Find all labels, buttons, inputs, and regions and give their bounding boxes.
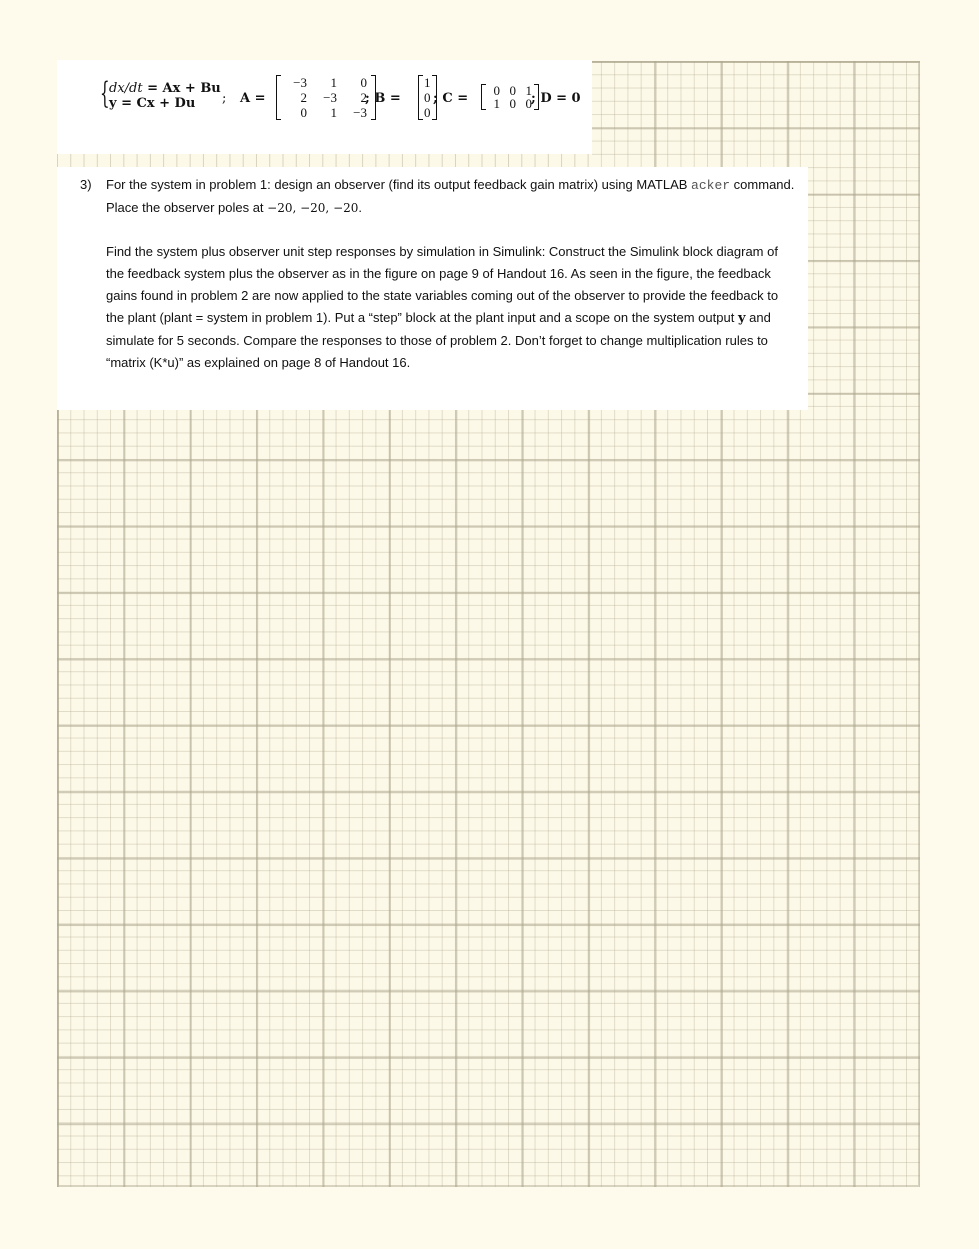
state-equation: dx/dt = Ax + Bu xyxy=(109,81,221,96)
matrix-cell: 0 xyxy=(424,105,431,120)
matrix-c-table xyxy=(486,84,534,110)
output-equation: y = Cx + Du xyxy=(109,96,196,111)
left-brace-icon: { xyxy=(100,76,110,111)
matrix-a xyxy=(276,75,376,120)
matrix-cell: 2 xyxy=(360,90,367,105)
observer-poles: −20, −20, −20 xyxy=(267,201,359,215)
separator: ; xyxy=(222,91,227,106)
matrix-cell: 1 xyxy=(525,83,532,98)
code-acker: acker xyxy=(691,178,731,193)
matrix-cell: −3 xyxy=(323,90,337,105)
matrix-cell: 0 xyxy=(525,96,532,111)
matrix-cell: 0 xyxy=(493,83,500,98)
matrix-cell: 1 xyxy=(330,105,337,120)
matrix-cell: 0 xyxy=(509,83,516,98)
matrix-cell: 0 xyxy=(360,75,367,90)
matrix-cell: 0 xyxy=(424,90,431,105)
matrix-cell: 2 xyxy=(300,90,307,105)
state-space-system xyxy=(100,76,221,111)
output-y-symbol: y xyxy=(737,311,746,326)
matrix-cell: 0 xyxy=(300,105,307,120)
problem-paragraph-1: For the system in problem 1: design an observer (find its output feedback gain matrix) using MATLAB acker command. Place the observer poles at −20, −20, −20. xyxy=(106,177,795,215)
matrix-a-table xyxy=(281,75,371,120)
problem-3 xyxy=(80,174,795,374)
matrix-cell: 1 xyxy=(424,75,431,90)
matrix-cell: 1 xyxy=(493,96,500,111)
grid-strip xyxy=(57,154,592,167)
matrix-b-table xyxy=(423,75,432,120)
problem-paragraph-2: Find the system plus observer unit step responses by simulation in Simulink: Construct the Simulink block diagram of the feedback system plus the observer as in the figure on page 9 of Handout 16. As seen in the figure, the feedback gains found in problem 2 are now applied to the state variables coming out of the observer to provide the feedback to the plant (plant = system in problem 1). Put a “step” block at the plant input and a scope on the system output y and simulate for 5 seconds. Compare the responses to those of problem 2. Don’t forget to change multiplication rules to “matrix (K*u)” as explained on page 8 of Handout 16. xyxy=(106,244,779,370)
matrix-cell: 1 xyxy=(330,75,337,90)
matrix-c-label: ; C = xyxy=(433,91,469,106)
matrix-b-label: ; B = xyxy=(365,91,401,106)
problem-number: 3) xyxy=(80,177,92,192)
matrix-a-label: A = xyxy=(240,91,266,106)
matrix-cell: −3 xyxy=(293,75,307,90)
matrix-cell: −3 xyxy=(353,105,367,120)
matrix-d-definition: ; D = 0 xyxy=(531,91,581,106)
matrix-cell: 0 xyxy=(509,96,516,111)
problem-body xyxy=(106,174,795,374)
